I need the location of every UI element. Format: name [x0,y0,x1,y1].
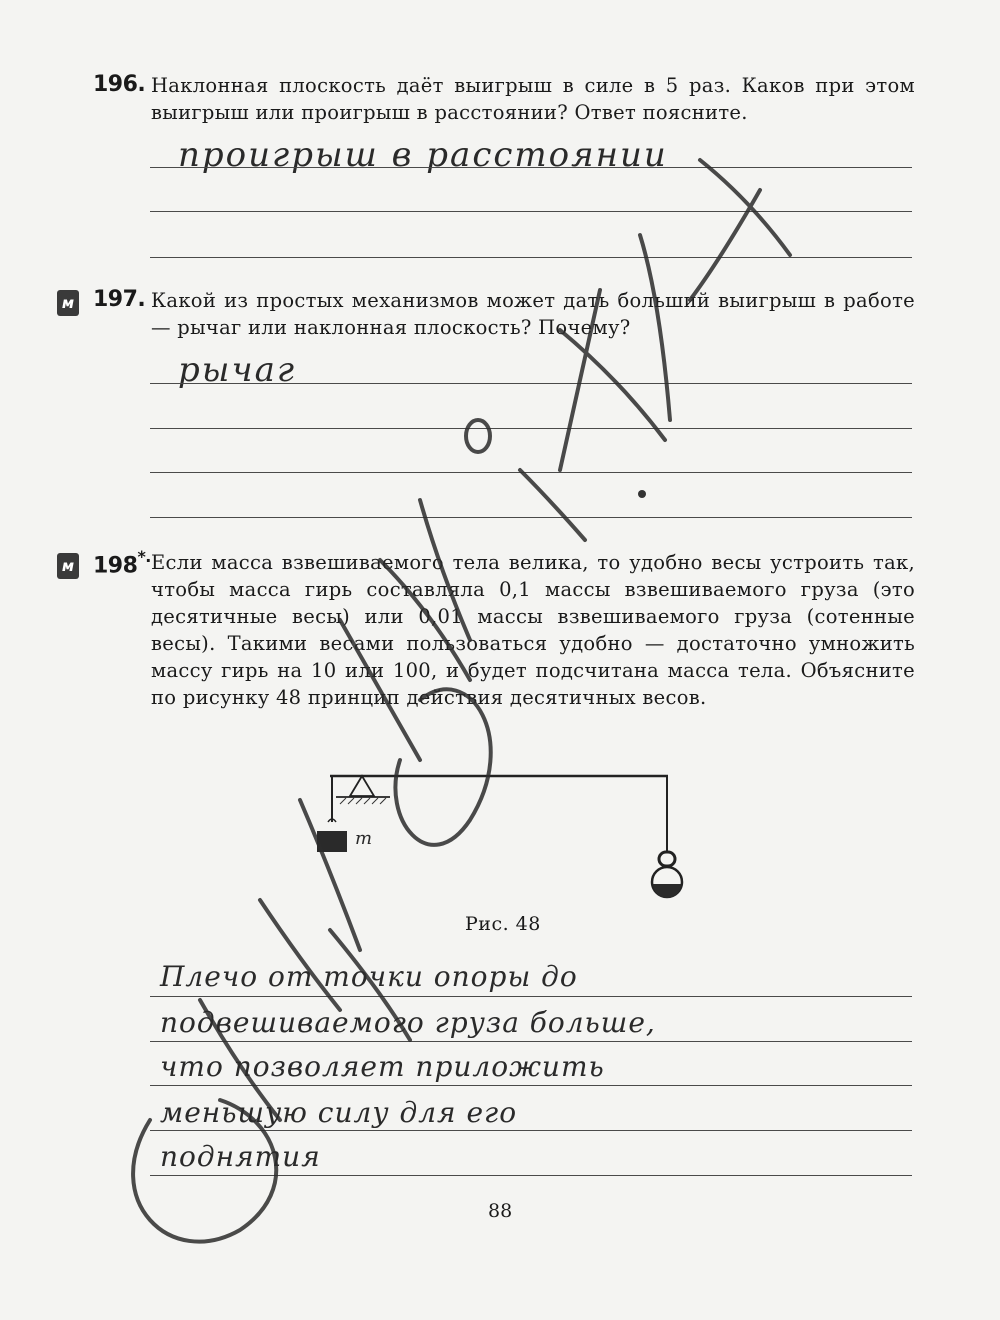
handwritten-answer-line: что позволяет приложить [160,1050,605,1083]
load-block-icon [317,831,347,852]
scribble-stroke [700,160,790,255]
answer-line [150,517,912,518]
pivot-icon [350,776,374,796]
kettlebell-handle [659,852,675,866]
task-text: Какой из простых механизмов может дать больший выигрыш в работе — рычаг или наклонная плоскость? Почему? [151,289,915,339]
handwritten-answer-line: подвешиваемого груза больше, [160,1006,656,1039]
task-number: 197. [93,287,146,312]
answer-line [150,996,912,997]
task-text: Наклонная плоскость даёт выигрыш в силе в 5 раз. Каков при этом выигрыш или проигрыш в расстоянии? Ответ поясните. [151,74,915,124]
answer-line [150,472,912,473]
scribble-stroke [520,470,585,540]
ink-dot [638,490,646,498]
task-text: Если масса взвешиваемого тела велика, то удобно весы устроить так, чтобы масса гирь составляла 0,1 массы взвешиваемого груза (это десятичные весы) или 0,01 массы взвешиваемого груза (сотенные весы). Такими весами пользоваться удобно — достаточно умножить массу гирь на 10 или 100, и будет подсчитана масса тела. Объясните по рисунку 48 принцип действия десятичных весов. [151,551,915,709]
handwritten-answer-197: рычаг [178,350,297,390]
mass-label: m [355,828,374,849]
answer-line [150,383,912,384]
task-197 [93,287,915,341]
scribble-stroke [395,689,490,844]
scribble-stroke [260,900,340,1010]
scribble-stroke [560,330,665,440]
answer-line [150,257,912,258]
m-marker-badge: м [57,553,79,579]
handwritten-answer-line: Плечо от точки опоры до [160,960,578,993]
answer-line [150,1175,912,1176]
task-number: 198*. [93,547,151,579]
scribble-stroke [466,420,490,452]
answer-line [150,211,912,212]
kettlebell-icon [652,867,682,897]
answer-line [150,1130,912,1131]
scribble-stroke [690,190,760,300]
task-196 [93,72,915,126]
m-marker-badge: м [57,290,79,316]
scribble-stroke [300,800,360,950]
answer-line [150,167,912,168]
answer-line [150,1085,912,1086]
handwritten-answer-line: меньшую силу для его [160,1096,518,1129]
handwritten-answer-line: поднятия [160,1140,321,1173]
handwritten-answer-196: проигрыш в расстоянии [178,135,668,175]
page-number: 88 [488,1200,513,1222]
answer-line [150,428,912,429]
task-198 [93,549,915,711]
figure-caption: Рис. 48 [465,913,541,935]
task-number: 196. [93,72,146,97]
answer-line [150,1041,912,1042]
